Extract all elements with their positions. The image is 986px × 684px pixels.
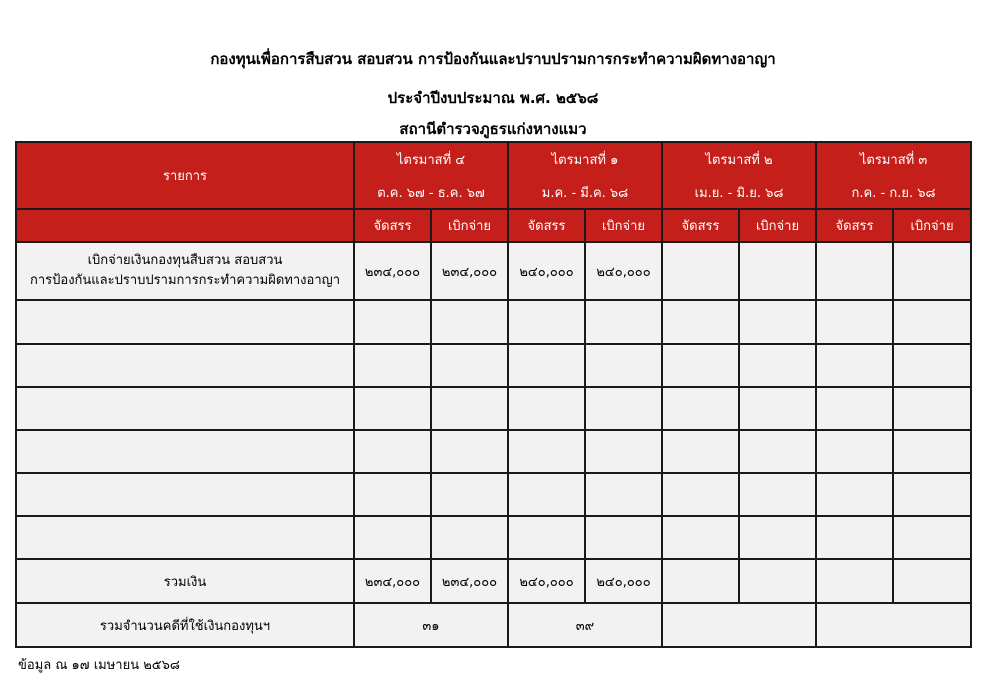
item-column-header: รายการ <box>16 142 354 209</box>
q3-case-count <box>816 603 971 647</box>
empty-cell <box>354 300 431 344</box>
q1-disburse-header: เบิกจ่าย <box>585 209 662 242</box>
q4-disburse-total: ๒๓๔,๐๐๐ <box>431 559 508 603</box>
empty-cell <box>893 300 971 344</box>
q2-allocate-header: จัดสรร <box>662 209 739 242</box>
q2-disburse-value <box>739 242 816 300</box>
empty-cell <box>16 344 354 387</box>
empty-cell <box>431 387 508 430</box>
table-row <box>16 430 971 473</box>
q1-case-count: ๓๙ <box>508 603 662 647</box>
q4-disburse-header: เบิกจ่าย <box>431 209 508 242</box>
empty-cell <box>16 300 354 344</box>
q4-allocate-header: จัดสรร <box>354 209 431 242</box>
empty-cell <box>893 473 971 516</box>
total-row <box>16 559 971 603</box>
total-label: รวมเงิน <box>16 559 354 603</box>
quarter-2-period: เม.ย. - มิ.ย. ๖๘ <box>662 176 816 209</box>
table-row <box>16 516 971 559</box>
data-date-note: ข้อมูล ณ ๑๗ เมษายน ๒๕๖๘ <box>18 658 180 673</box>
empty-cell <box>354 473 431 516</box>
table-row <box>16 300 971 344</box>
q2-allocate-value <box>662 242 739 300</box>
budget-table <box>15 141 972 648</box>
empty-cell <box>508 300 585 344</box>
q1-allocate-value: ๒๔๐,๐๐๐ <box>508 242 585 300</box>
empty-cell <box>431 430 508 473</box>
quarter-4-period: ต.ค. ๖๗ - ธ.ค. ๖๗ <box>354 176 508 209</box>
empty-cell <box>893 516 971 559</box>
empty-cell <box>662 387 739 430</box>
q1-allocate-total: ๒๔๐,๐๐๐ <box>508 559 585 603</box>
empty-cell <box>431 344 508 387</box>
empty-cell <box>893 387 971 430</box>
empty-cell <box>893 430 971 473</box>
table-row <box>16 473 971 516</box>
quarter-4-label: ไตรมาสที่ ๔ <box>354 142 508 176</box>
empty-cell <box>585 516 662 559</box>
quarter-3-label: ไตรมาสที่ ๓ <box>816 142 971 176</box>
empty-cell <box>739 387 816 430</box>
q1-allocate-header: จัดสรร <box>508 209 585 242</box>
item-description-line-1: เบิกจ่ายเงินกองทุนสืบสวน สอบสวน <box>87 253 283 268</box>
empty-cell <box>16 516 354 559</box>
q2-allocate-total <box>662 559 739 603</box>
q1-disburse-total: ๒๔๐,๐๐๐ <box>585 559 662 603</box>
q4-allocate-value: ๒๓๔,๐๐๐ <box>354 242 431 300</box>
quarter-3-period: ก.ค. - ก.ย. ๖๘ <box>816 176 971 209</box>
document-title: กองทุนเพื่อการสืบสวน สอบสวน การป้องกันและปราบปรามการกระทำความผิดทางอาญา <box>210 50 776 68</box>
empty-cell <box>431 473 508 516</box>
empty-cell <box>816 473 893 516</box>
empty-cell <box>16 387 354 430</box>
empty-cell <box>585 300 662 344</box>
q3-allocate-header: จัดสรร <box>816 209 893 242</box>
fiscal-year-title: ประจำปีงบประมาณ พ.ศ. ๒๕๖๘ <box>387 89 599 107</box>
q2-disburse-header: เบิกจ่าย <box>739 209 816 242</box>
empty-cell <box>816 300 893 344</box>
item-description <box>16 242 354 300</box>
empty-cell <box>16 473 354 516</box>
empty-cell <box>354 430 431 473</box>
empty-cell <box>508 473 585 516</box>
q3-allocate-total <box>816 559 893 603</box>
empty-cell <box>662 300 739 344</box>
empty-cell <box>816 344 893 387</box>
empty-cell <box>739 473 816 516</box>
q3-disburse-value <box>893 242 971 300</box>
empty-cell <box>431 516 508 559</box>
q4-case-count: ๓๑ <box>354 603 508 647</box>
item-header-filler <box>16 209 354 242</box>
q4-allocate-total: ๒๓๔,๐๐๐ <box>354 559 431 603</box>
empty-cell <box>739 516 816 559</box>
station-title: สถานีตำรวจภูธรแก่งหางแมว <box>399 120 587 138</box>
empty-cell <box>662 473 739 516</box>
empty-cell <box>431 300 508 344</box>
table-row <box>16 344 971 387</box>
empty-cell <box>354 387 431 430</box>
case-count-label: รวมจำนวนคดีที่ใช้เงินกองทุนฯ <box>16 603 354 647</box>
empty-cell <box>508 387 585 430</box>
table-row <box>16 387 971 430</box>
empty-cell <box>585 344 662 387</box>
empty-cell <box>739 344 816 387</box>
q4-disburse-value: ๒๓๔,๐๐๐ <box>431 242 508 300</box>
empty-cell <box>739 430 816 473</box>
item-description-line-2: การป้องกันและปราบปรามการกระทำความผิดทางอาญา <box>29 273 341 288</box>
q3-disburse-header: เบิกจ่าย <box>893 209 971 242</box>
q2-disburse-total <box>739 559 816 603</box>
empty-cell <box>662 430 739 473</box>
empty-cell <box>816 516 893 559</box>
q1-disburse-value: ๒๔๐,๐๐๐ <box>585 242 662 300</box>
q3-allocate-value <box>816 242 893 300</box>
empty-cell <box>508 430 585 473</box>
empty-cell <box>739 300 816 344</box>
quarter-1-period: ม.ค. - มี.ค. ๖๘ <box>508 176 662 209</box>
empty-cell <box>662 344 739 387</box>
table-row <box>16 242 971 300</box>
empty-cell <box>354 344 431 387</box>
empty-cell <box>585 430 662 473</box>
empty-cell <box>662 516 739 559</box>
empty-cell <box>508 516 585 559</box>
empty-cell <box>585 473 662 516</box>
empty-cell <box>816 430 893 473</box>
empty-cell <box>893 344 971 387</box>
q3-disburse-total <box>893 559 971 603</box>
case-count-row <box>16 603 971 647</box>
empty-cell <box>585 387 662 430</box>
empty-cell <box>16 430 354 473</box>
empty-cell <box>816 387 893 430</box>
empty-cell <box>354 516 431 559</box>
quarter-2-label: ไตรมาสที่ ๒ <box>662 142 816 176</box>
quarter-1-label: ไตรมาสที่ ๑ <box>508 142 662 176</box>
q2-case-count <box>662 603 816 647</box>
empty-cell <box>508 344 585 387</box>
